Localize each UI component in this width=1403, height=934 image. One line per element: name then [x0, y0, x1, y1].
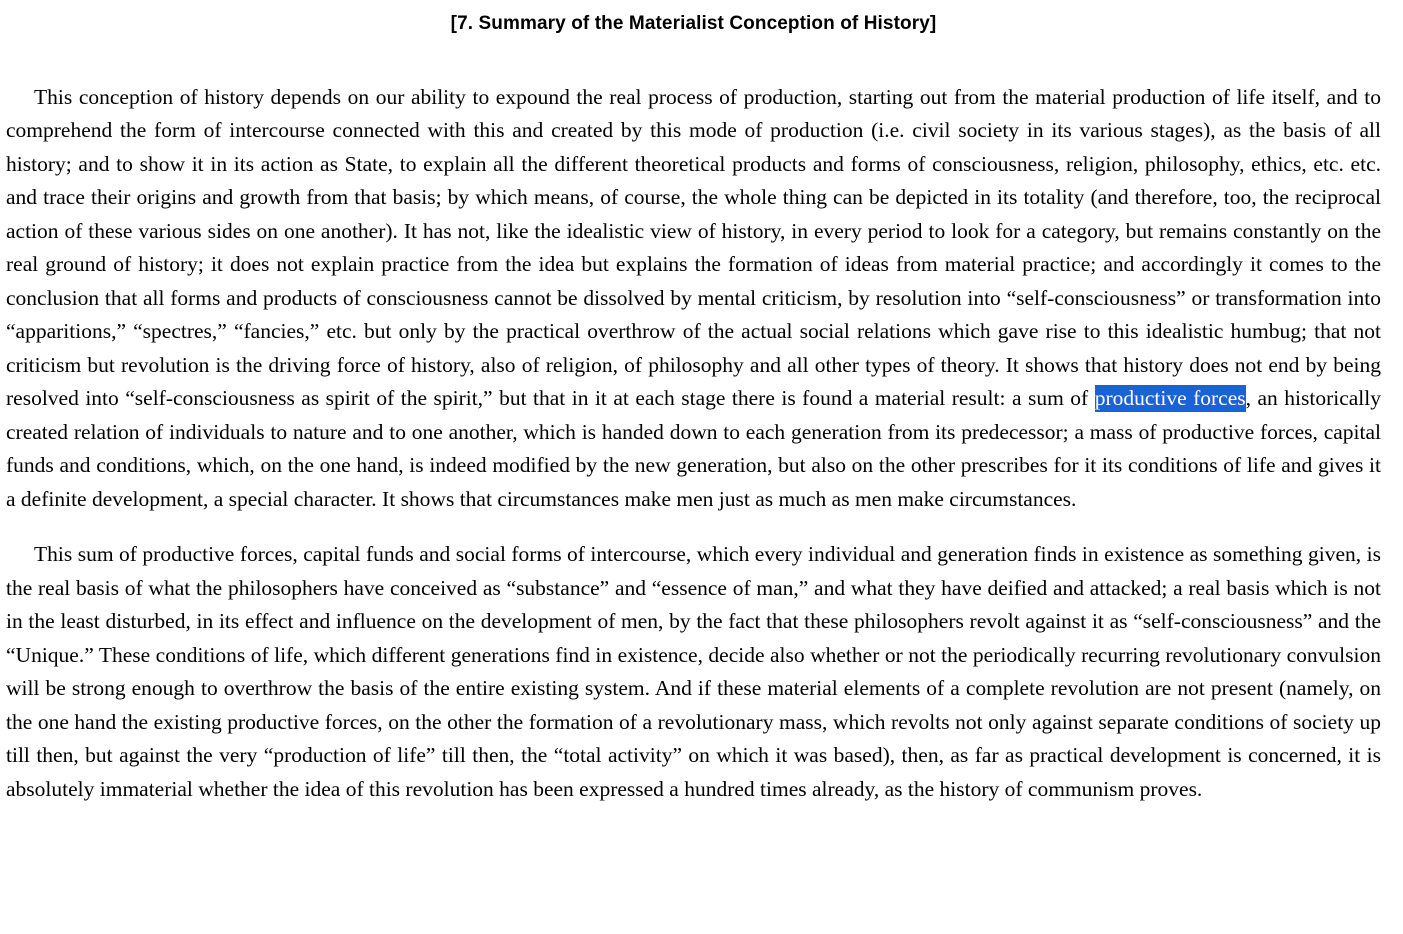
paragraph-1-text-after-selection: , an historically created relation of individuals to nature and to one another, which is handed down to each generation from its predecessor; a mass of productive forces, capital funds and conditions, which, on the one hand, is indeed modified by the new generation, but also on the other prescribes for it its conditions of life and gives it a definite development, a special character. It shows that circumstances make men just as much as men make circumstances. — [6, 386, 1381, 511]
text-selection-highlight[interactable]: productive forces — [1094, 386, 1246, 411]
page-title: [7. Summary of the Materialist Conception of History] — [450, 13, 937, 34]
document-body — [6, 81, 1381, 807]
paragraph-1 — [6, 81, 1381, 517]
paragraph-2: This sum of productive forces, capital funds and social forms of intercourse, which every individual and generation finds in existence as something given, is the real basis of what the philosophers have conceived as “substance” and “essence of man,” and what they have deified and attacked; a real basis which is not in the least disturbed, in its effect and influence on the development of men, by the fact that these philosophers revolt against it as “self-consciousness” and the “Unique.” These conditions of life, which different generations find in existence, decide also whether or not the periodically recurring revolutionary convulsion will be strong enough to overthrow the basis of the entire existing system. And if these material elements of a complete revolution are not present (namely, on the one hand the existing productive forces, on the other the formation of a revolutionary mass, which revolts not only against separate conditions of society up till then, but against the very “production of life” till then, the “total activity” on which it was based), then, as far as practical development is concerned, it is absolutely immaterial whether the idea of this revolution has been expressed a hundred times already, as the history of communism proves. — [6, 542, 1381, 801]
paragraph-1-text-before-selection: This conception of history depends on our ability to expound the real process of production, starting out from the material production of life itself, and to comprehend the form of intercourse connected with this and created by this mode of production (i.e. civil society in its various stages), as the basis of all history; and to show it in its action as State, to explain all the different theoretical products and forms of consciousness, religion, philosophy, ethics, etc. etc. and trace their origins and growth from that basis; by which means, of course, the whole thing can be depicted in its totality (and therefore, too, the reciprocal action of these various sides on one another). It has not, like the idealistic view of history, in every period to look for a category, but remains constantly on the real ground of history; it does not explain practice from the idea but explains the formation of ideas from material practice; and accordingly it comes to the conclusion that all forms and products of consciousness cannot be dissolved by mental criticism, by resolution into “self-consciousness” or transformation into “apparitions,” “spectres,” “fancies,” etc. but only by the practical overthrow of the actual social relations which gave rise to this idealistic humbug; that not criticism but revolution is the driving force of history, also of religion, of philosophy and all other types of theory. It shows that history does not end by being resolved into “self-consciousness as spirit of the spirit,” but that in it at each stage there is found a material result: a sum of — [6, 84, 1381, 411]
